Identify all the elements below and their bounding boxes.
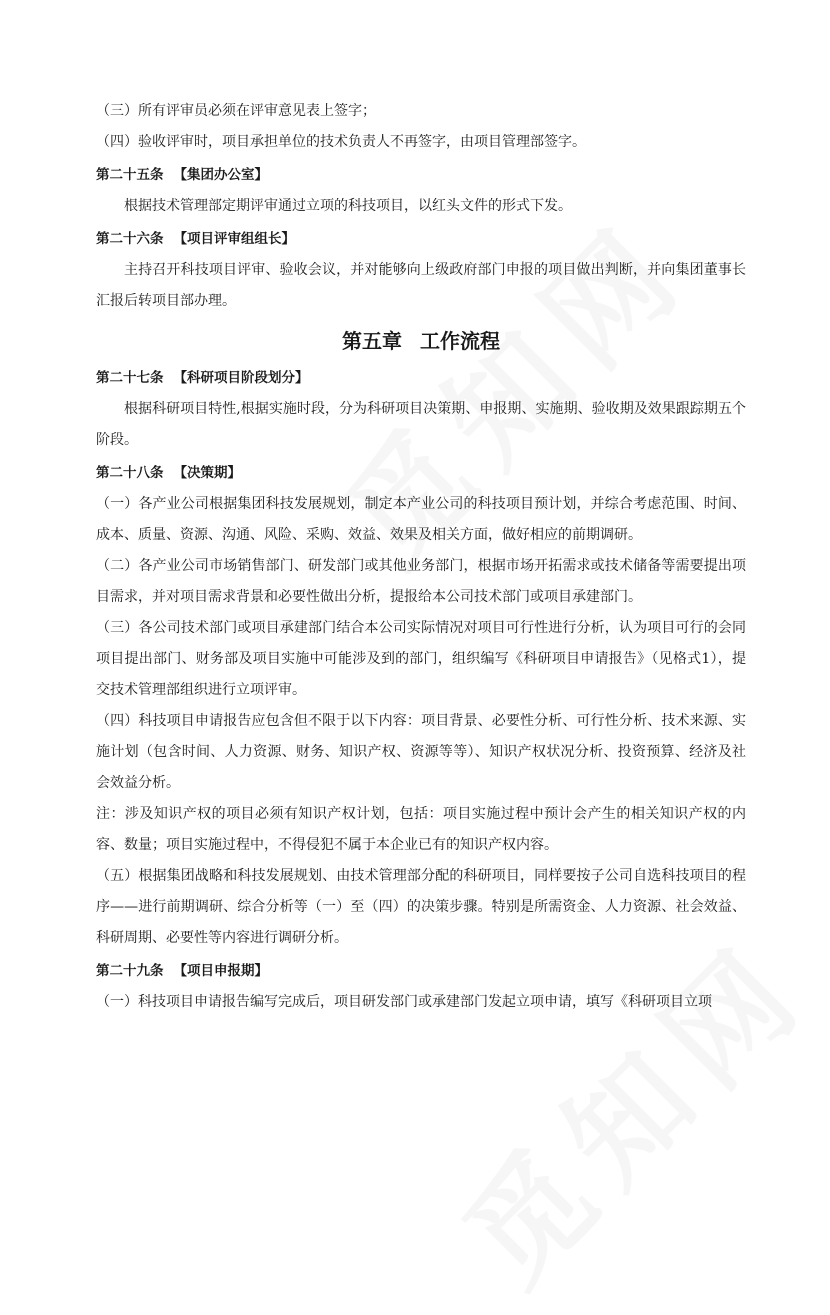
article-26-heading [96,224,746,255]
article-number: 第二十八条 [96,465,164,481]
article-number: 第二十七条 [96,370,164,386]
clause-4-acceptance: （四）验收评审时，项目承担单位的技术负责人不再签字，由项目管理部签字。 [96,134,586,150]
article-28-heading [96,458,746,489]
article-title: 【科研项目阶段划分】 [173,370,309,386]
article-26-body: 主持召开科技项目评审、验收会议，并对能够向上级政府部门申报的项目做出判断，并向集团董事长汇报后转项目部办理。 [96,262,746,309]
article-28-clause-4: （四）科技项目申请报告应包含但不限于以下内容：项目背景、必要性分析、可行性分析、技术来源、实施计划（包含时间、人力资源、财务、知识产权、资源等等）、知识产权状况分析、投资预算、经济及社会效益分析。 [96,713,746,791]
article-number: 第二十六条 [96,231,164,247]
article-title: 【项目申报期】 [173,963,268,979]
article-28-clause-3: （三）各公司技术部门或项目承建部门结合本公司实际情况对项目可行性进行分析，认为项目可行的会同项目提出部门、财务部及项目实施中可能涉及到的部门，组织编写《科研项目申请报告》（见格式1），提交技术管理部组织进行立项评审。 [96,620,746,698]
article-number: 第二十九条 [96,963,164,979]
clause-3-signature: （三）所有评审员必须在评审意见表上签字； [96,103,376,119]
article-28-clause-1: （一）各产业公司根据集团科技发展规划，制定本产业公司的科技项目预计划，并综合考虑范围、时间、成本、质量、资源、沟通、风险、采购、效益、效果及相关方面，做好相应的前期调研。 [96,496,746,543]
article-title: 【决策期】 [173,465,241,481]
article-title: 【项目评审组组长】 [173,231,295,247]
article-28-clause-2: （二）各产业公司市场销售部门、研发部门或其他业务部门，根据市场开拓需求或技术储备等需要提出项目需求，并对项目需求背景和必要性做出分析，提报给本公司技术部门或项目承建部门。 [96,558,746,605]
article-title: 【集团办公室】 [173,167,268,183]
article-25-body: 根据技术管理部定期评审通过立项的科技项目，以红头文件的形式下发。 [124,198,572,214]
article-25-heading [96,160,746,191]
article-28-note: 注：涉及知识产权的项目必须有知识产权计划，包括：项目实施过程中预计会产生的相关知识产权的内容、数量；项目实施过程中，不得侵犯不属于本企业已有的知识产权内容。 [96,806,746,853]
article-28-clause-5: （五）根据集团战略和科技发展规划、由技术管理部分配的科研项目，同样要按子公司自选科技项目的程序——进行前期调研、综合分析等（一）至（四）的决策步骤。特别是所需资金、人力资源、社会效益、科研周期、必要性等内容进行调研分析。 [96,868,746,946]
chapter-number: 第五章 [342,329,402,353]
document-body [96,96,746,1018]
article-27-body: 根据科研项目特性,根据实施时段，分为科研项目决策期、申报期、实施期、验收期及效果跟踪期五个阶段。 [96,401,746,448]
article-number: 第二十五条 [96,167,164,183]
article-29-heading [96,956,746,987]
article-27-heading [96,363,746,394]
article-29-clause-1: （一）科技项目申请报告编写完成后，项目研发部门或承建部门发起立项申请，填写《科研项目立项 [96,994,712,1010]
chapter-title: 工作流程 [420,329,500,353]
chapter-5-heading [96,321,746,361]
